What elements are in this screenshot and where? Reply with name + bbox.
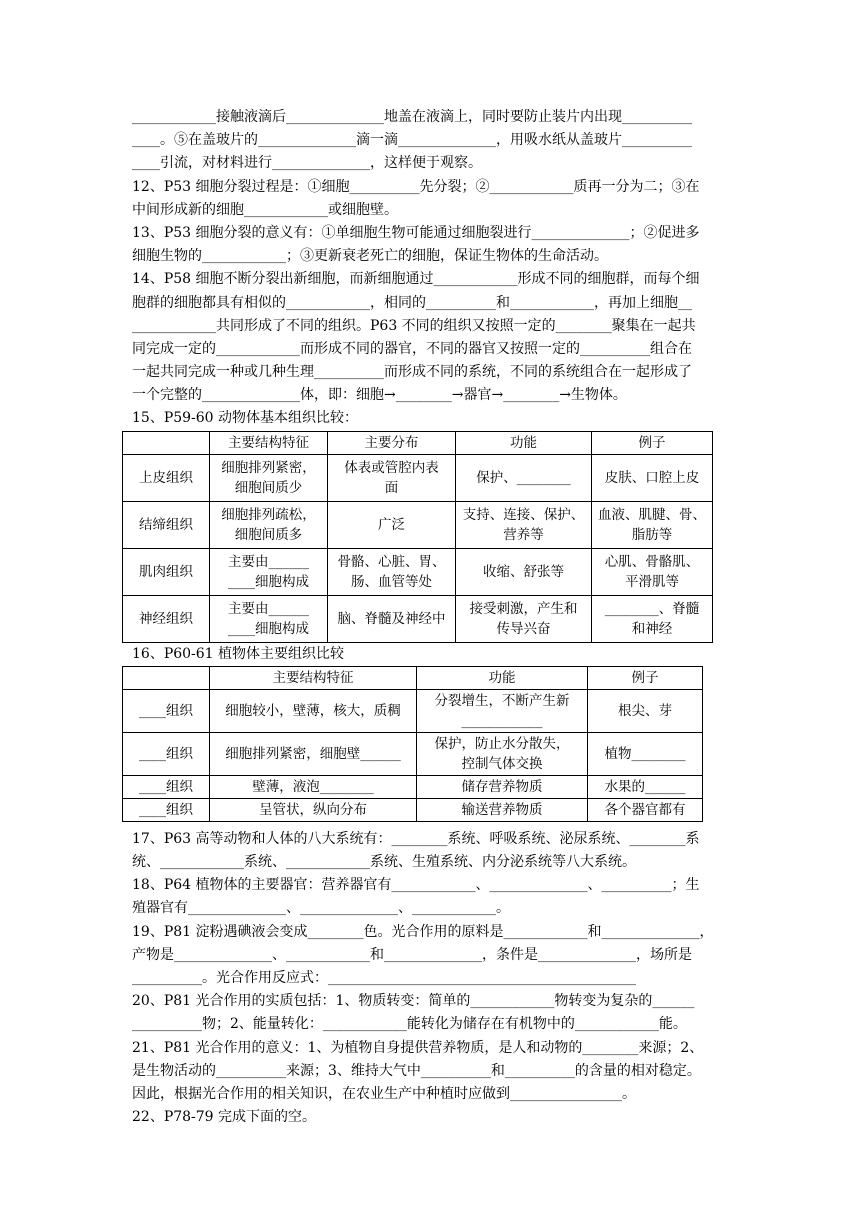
animal-tissue-table (122, 431, 713, 643)
document-page (132, 106, 732, 1129)
text-line: 同完成一定的____________而形成不同的器官，不同的器官又按照一定的__________组合在 (132, 340, 692, 357)
text-block-b (132, 828, 732, 1129)
table-cell: 壁薄，液泡________ (210, 775, 417, 798)
question-15: 15、P59-60 动物体基本组织比较： (132, 410, 359, 427)
table-header-cell (123, 666, 210, 689)
text-line: 产物是______________、____________和______________，条件是______________，场所是 (132, 946, 692, 963)
text-line: 殖器官有______________、______________、____________。 (132, 900, 510, 917)
table-cell: 心肌、骨骼肌、 平滑肌等 (592, 548, 713, 595)
table-cell: 血液、肌腱、骨、 脂肪等 (592, 501, 713, 548)
table-cell: 体表或管腔内表 面 (328, 454, 456, 501)
table-cell: 细胞排列紧密， 细胞间质少 (210, 454, 328, 501)
text-line: ____引流，对材料进行______________，这样便于观察。 (132, 155, 482, 172)
text-line: 细胞生物的____________；③更新衰老死亡的细胞，保证生物体的生命活动。 (132, 248, 608, 265)
table-row (123, 689, 703, 732)
table-cell: 细胞排列紧密，细胞壁______ (210, 732, 417, 775)
table-cell: 主要由______ ____细胞构成 (210, 595, 328, 642)
table-cell: 保护，防止水分散失， 控制气体交换 (417, 732, 588, 775)
table-header-cell: 例子 (592, 431, 713, 454)
text-line: ____。⑤在盖玻片的______________滴一滴______________，用吸水纸从盖玻片__________ (132, 132, 692, 149)
question-20: 20、P81 光合作用的实质包括：1、物质转变：简单的____________物转变为复杂的______ (132, 993, 695, 1010)
text-line: 胞群的细胞都具有相似的____________，相同的__________和____________，再加上细胞__ (132, 294, 692, 311)
text-line: 是生物活动的__________来源；3、维持大气中__________和__________的含量的相对稳定。 (132, 1062, 701, 1079)
table-cell: 上皮组织 (123, 454, 210, 501)
question-18: 18、P64 植物体的主要器官：营养器官有____________、______________、__________；生 (132, 877, 700, 894)
table-row (123, 454, 713, 501)
table-cell: 支持、连接、保护、 营养等 (456, 501, 592, 548)
table-header-cell (123, 431, 210, 454)
text-block-a (132, 106, 732, 431)
table-cell: 骨骼、心脏、胃、 肠、血管等处 (328, 548, 456, 595)
table-header-row (123, 666, 703, 689)
text-line: __________。光合作用反应式：____________________________________________ (132, 969, 636, 986)
table-cell: 脑、脊髓及神经中 (328, 595, 456, 642)
table-cell: 广泛 (328, 501, 456, 548)
table-row (123, 798, 703, 821)
table-cell: 储存营养物质 (417, 775, 588, 798)
table-header-cell: 例子 (588, 666, 703, 689)
question-12: 12、P53 细胞分裂过程是：①细胞__________先分裂；②____________质再一分为二；③在 (132, 178, 700, 195)
text-line: 一个完整的______________体，即：细胞→________→器官→________→生物体。 (132, 387, 627, 404)
table-cell: 保护、________ (456, 454, 592, 501)
question-14: 14、P58 细胞不断分裂出新细胞，而新细胞通过____________形成不同的细胞群，而每个细 (132, 271, 700, 288)
text-line: ____________接触液滴后______________地盖在液滴上，同时要防止装片内出现__________ (132, 109, 692, 125)
table-row (123, 732, 703, 775)
table-header-cell: 主要结构特征 (210, 666, 417, 689)
question-22: 22、P78-79 完成下面的空。 (132, 1109, 317, 1126)
text-line: ____________共同形成了不同的组织。P63 不同的组织又按照一定的________聚集在一起共 (132, 317, 696, 334)
text-line: 一起共同完成一种或几种生理__________而形成不同的系统，不同的系统组合在一起形成了 (132, 364, 692, 381)
table-row (123, 501, 713, 548)
table-cell: 肌肉组织 (123, 548, 210, 595)
table-cell: 皮肤、口腔上皮 (592, 454, 713, 501)
table-header-cell: 主要结构特征 (210, 431, 328, 454)
question-21: 21、P81 光合作用的意义：1、为植物自身提供营养物质，是人和动物的________来源；2、 (132, 1039, 704, 1056)
table-cell: 细胞排列疏松， 细胞间质多 (210, 501, 328, 548)
table-header-cell: 功能 (417, 666, 588, 689)
table-cell: 各个器官都有 (588, 798, 703, 821)
text-line: __________物；2、能量转化：____________能转化为储存在有机物中的____________能。 (132, 1016, 687, 1033)
table-cell: ________、脊髓 和神经 (592, 595, 713, 642)
table-row (123, 595, 713, 642)
table-cell: 主要由______ ____细胞构成 (210, 548, 328, 595)
text-line: 因此，根据光合作用的相关知识，在农业生产中种植时应做到________________。 (132, 1085, 636, 1102)
question-13: 13、P53 细胞分裂的意义有：①单细胞生物可能通过细胞裂进行______________；②促进多 (132, 224, 700, 241)
table-cell: 细胞较小，壁薄，核大，质稠 (210, 689, 417, 732)
table-cell: 呈管状，纵向分布 (210, 798, 417, 821)
text-line: 统、____________系统、____________系统、生殖系统、内分泌系统等八大系统。 (132, 854, 636, 870)
table-cell: 分裂增生，不断产生新 ____________ (417, 689, 588, 732)
question-19: 19、P81 淀粉遇碘液会变成________色。光合作用的原料是____________和______________， (132, 923, 714, 940)
table-cell: 根尖、芽 (588, 689, 703, 732)
table-header-row (123, 431, 713, 454)
table-cell: 神经组织 (123, 595, 210, 642)
question-16: 16、P60-61 植物体主要组织比较 (132, 645, 345, 662)
plant-tissue-table (122, 666, 703, 822)
table-cell: 接受刺激，产生和 传导兴奋 (456, 595, 592, 642)
table-header-cell: 功能 (456, 431, 592, 454)
table-cell: 收缩、舒张等 (456, 548, 592, 595)
table-cell: ____组织 (123, 775, 210, 798)
table-cell: 输送营养物质 (417, 798, 588, 821)
table-cell: ____组织 (123, 732, 210, 775)
table-row (123, 775, 703, 798)
table-cell: 水果的______ (588, 775, 703, 798)
table-row (123, 548, 713, 595)
question-17: 17、P63 高等动物和人体的八大系统有：________系统、呼吸系统、泌尿系统、________系 (132, 830, 700, 847)
text-line: 中间形成新的细胞____________或细胞壁。 (132, 201, 398, 218)
table-cell: 植物________ (588, 732, 703, 775)
table-cell: 结缔组织 (123, 501, 210, 548)
table-cell: ____组织 (123, 798, 210, 821)
table-cell: ____组织 (123, 689, 210, 732)
table-header-cell: 主要分布 (328, 431, 456, 454)
